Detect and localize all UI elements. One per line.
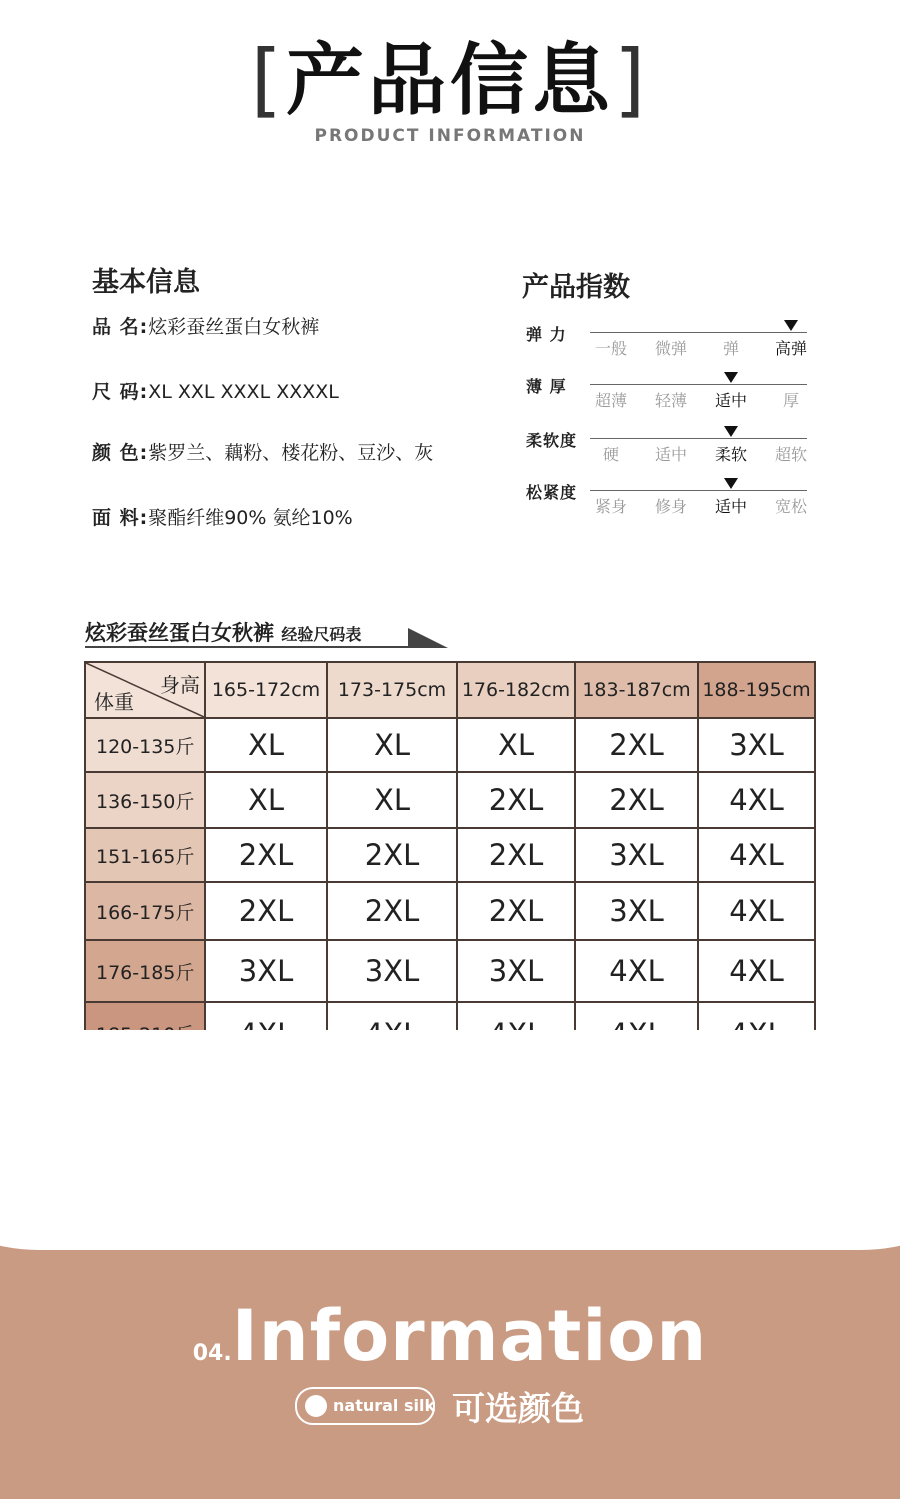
height-header-cell: 173-175cm <box>327 662 457 718</box>
index-option: 宽松 <box>774 497 807 516</box>
size-cell: XL <box>457 718 575 772</box>
circle-icon <box>305 1395 327 1417</box>
size-cell: 2XL <box>575 718 698 772</box>
size-cell: 2XL <box>457 828 575 882</box>
title-underline <box>85 646 440 648</box>
index-label: 松紧度 <box>526 483 578 502</box>
table-row <box>85 882 815 940</box>
height-header-cell: 188-195cm <box>698 662 815 718</box>
weight-header-cell: 176-185斤 <box>85 940 205 1002</box>
index-option: 适中 <box>714 391 747 410</box>
title-triangle-decoration <box>408 628 448 648</box>
footer-curve <box>0 1030 900 1250</box>
info-value: 炫彩蚕丝蛋白女秋裤 <box>148 316 320 338</box>
footer-heading <box>0 1295 900 1377</box>
info-row-color <box>92 438 433 465</box>
size-cell: 4XL <box>698 940 815 1002</box>
selected-marker-icon <box>784 320 798 331</box>
index-scale-line <box>590 332 807 333</box>
index-option: 修身 <box>654 497 687 516</box>
table-header-row <box>85 662 815 718</box>
index-scale-line <box>590 490 807 491</box>
table-row <box>85 772 815 828</box>
page-title <box>251 30 649 131</box>
title-text: 产品信息 <box>285 36 614 126</box>
selected-marker-icon <box>724 372 738 383</box>
weight-header-cell: 120-135斤 <box>85 718 205 772</box>
index-option: 一般 <box>594 339 627 358</box>
size-cell: 3XL <box>205 940 327 1002</box>
size-cell: 2XL <box>457 772 575 828</box>
size-cell: 2XL <box>205 828 327 882</box>
size-cell: 2XL <box>575 772 698 828</box>
size-cell: 2XL <box>205 882 327 940</box>
size-cell: 3XL <box>575 882 698 940</box>
size-table-title <box>85 617 361 647</box>
available-colors-label: 可选颜色 <box>452 1389 584 1428</box>
size-cell: 3XL <box>698 718 815 772</box>
section-word: Information <box>231 1295 708 1377</box>
size-table-title-sub: 经验尺码表 <box>281 625 362 644</box>
info-label: 面 料: <box>92 507 149 529</box>
info-row-size <box>92 377 339 404</box>
info-value: XL XXL XXXL XXXXL <box>148 381 339 403</box>
size-cell: 4XL <box>698 882 815 940</box>
selected-marker-icon <box>724 478 738 489</box>
size-cell: 2XL <box>457 882 575 940</box>
basic-info-heading: 基本信息 <box>92 267 200 298</box>
size-cell: 3XL <box>327 940 457 1002</box>
size-cell: XL <box>205 718 327 772</box>
size-cell: XL <box>327 718 457 772</box>
selected-marker-icon <box>724 426 738 437</box>
info-row-name <box>92 312 319 339</box>
index-option: 轻薄 <box>654 391 687 410</box>
title-bracket-left: [ <box>250 33 286 126</box>
info-value: 聚酯纤维90% 氨纶10% <box>148 507 353 529</box>
size-cell: XL <box>205 772 327 828</box>
index-scale-line <box>590 438 807 439</box>
index-option: 厚 <box>782 391 799 410</box>
size-cell: 2XL <box>327 882 457 940</box>
page-subtitle: PRODUCT INFORMATION <box>314 126 586 146</box>
table-row <box>85 940 815 1002</box>
index-option: 超薄 <box>594 391 627 410</box>
index-option: 柔软 <box>714 445 747 464</box>
corner-weight-label: 体重 <box>94 690 134 714</box>
weight-header-cell: 136-150斤 <box>85 772 205 828</box>
badge-text: natural silk <box>333 1396 436 1415</box>
index-option: 适中 <box>654 445 687 464</box>
size-cell: 3XL <box>457 940 575 1002</box>
height-header-cell: 176-182cm <box>457 662 575 718</box>
table-row <box>85 828 815 882</box>
natural-silk-badge <box>295 1387 435 1425</box>
index-option: 紧身 <box>594 497 627 516</box>
table-corner-cell <box>85 662 205 718</box>
size-cell: 3XL <box>575 828 698 882</box>
title-bracket-right: ] <box>614 33 650 126</box>
info-row-fabric <box>92 503 353 530</box>
info-value: 紫罗兰、藕粉、楼花粉、豆沙、灰 <box>148 442 434 464</box>
info-label: 品 名: <box>92 316 149 338</box>
index-option: 微弹 <box>654 339 687 358</box>
section-number: 04. <box>192 1341 232 1366</box>
index-option: 超软 <box>774 445 807 464</box>
size-cell: 2XL <box>327 828 457 882</box>
index-label: 薄 厚 <box>526 377 567 396</box>
index-option: 适中 <box>714 497 747 516</box>
size-cell: 4XL <box>698 828 815 882</box>
info-label: 尺 码: <box>92 381 149 403</box>
page-header <box>0 30 900 131</box>
index-option: 高弹 <box>774 339 807 358</box>
index-label: 弹 力 <box>526 325 567 344</box>
height-header-cell: 183-187cm <box>575 662 698 718</box>
size-cell: 4XL <box>575 940 698 1002</box>
index-label: 柔软度 <box>526 431 578 450</box>
size-table-title-main: 炫彩蚕丝蛋白女秋裤 <box>85 621 274 645</box>
weight-header-cell: 166-175斤 <box>85 882 205 940</box>
weight-header-cell: 151-165斤 <box>85 828 205 882</box>
index-scale-line <box>590 384 807 385</box>
size-cell: 4XL <box>698 772 815 828</box>
product-index-heading: 产品指数 <box>522 272 630 303</box>
size-table <box>84 661 816 1066</box>
index-option: 硬 <box>602 445 619 464</box>
info-label: 颜 色: <box>92 442 149 464</box>
corner-height-label: 身高 <box>160 673 200 697</box>
size-cell: XL <box>327 772 457 828</box>
height-header-cell: 165-172cm <box>205 662 327 718</box>
index-option: 弹 <box>722 339 739 358</box>
table-row <box>85 718 815 772</box>
